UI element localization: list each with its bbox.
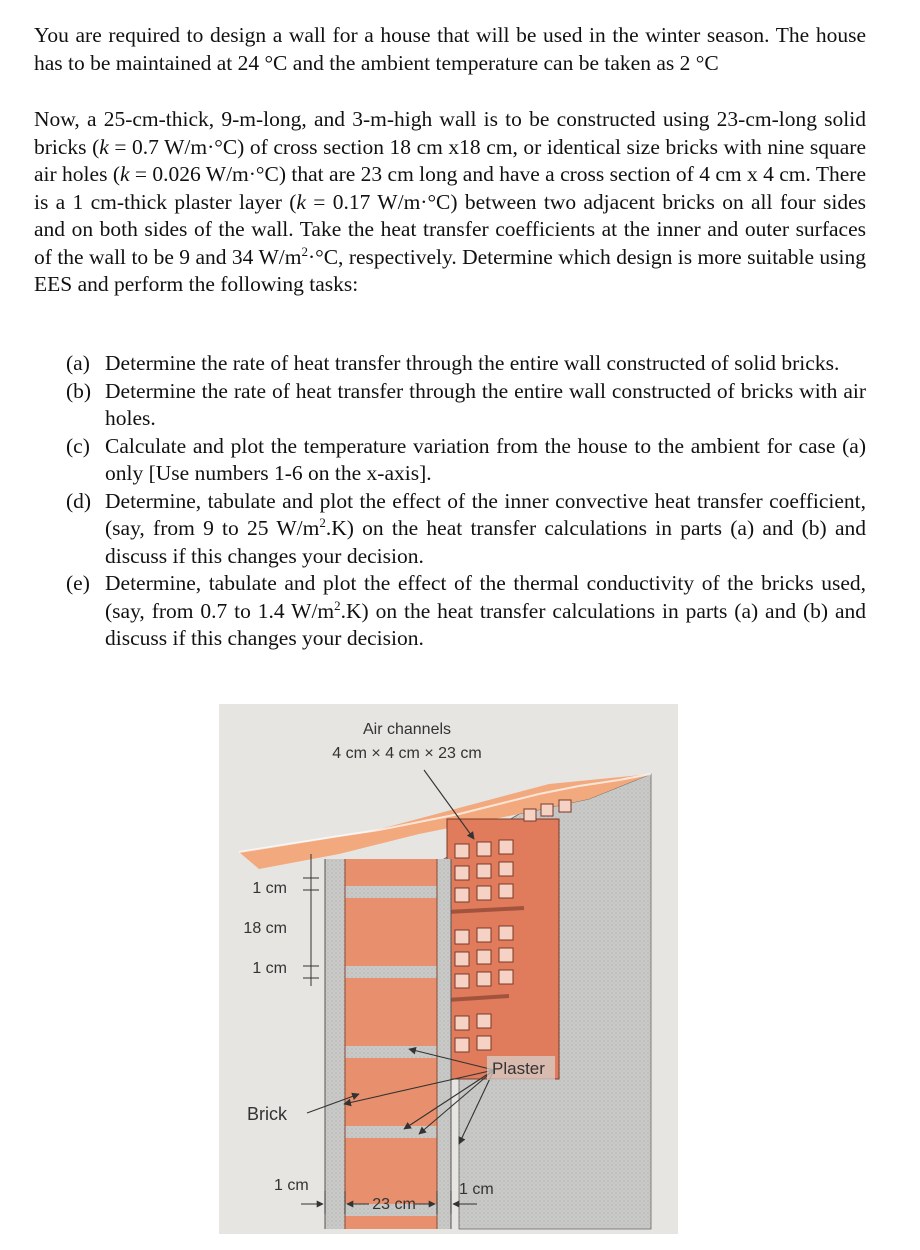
task-list xyxy=(66,350,866,653)
hollow-bricks xyxy=(447,800,571,1079)
dim-18cm: 18 cm xyxy=(243,920,287,937)
task-e: (e) Determine, tabulate and plot the effect of the thermal conductivity of the bricks used, (say, from 0.7 to 1.4 $W/m^2.K$) on the heat transfer calculations in parts (a) and (b) and discuss if this changes your decision. xyxy=(66,571,866,650)
dim-bottom-mid: 23 cm xyxy=(372,1196,416,1213)
air-channels-size-label: 4 cm × 4 cm × 23 cm xyxy=(332,745,482,762)
intro-paragraph: You are required to design a wall for a house that will be used in the winter season. The house has to be maintained at 24 °C and the ambient temperature can be taken as 2 °C xyxy=(34,23,866,75)
brick-wall-figure xyxy=(219,704,678,1234)
solid-bricks xyxy=(325,859,451,1229)
problem-paragraph: Now, a 25-cm-thick, 9-m-long, and 3-m-high wall is to be constructed using 23-cm-long solid bricks (k = 0.7 W/m·°C) of cross section 18 cm x18 cm, or identical size bricks with nine square air holes (k = 0.026 W/m·°C) that are 23 cm long and have a cross section of 4 cm x 4 cm. There is a 1 cm-thick plaster layer (k = 0.17 W/m·°C) between two adjacent bricks on all four sides and on both sides of the wall. Take the heat transfer coefficients at the inner and outer surfaces of the wall to be 9 and 34 $W/m^2\cdot^\circ C$, respectively. Determine which design is more suitable using EES and perform the following tasks: xyxy=(34,107,867,296)
task-c: (c) Calculate and plot the temperature variation from the house to the ambient for case (a) only [Use numbers 1-6 on the x-axis]. xyxy=(66,433,866,485)
task-b: (b) Determine the rate of heat transfer through the entire wall constructed of bricks with air holes. xyxy=(66,378,866,430)
dim-1cm-top: 1 cm xyxy=(252,880,287,897)
dim-bottom-left: 1 cm xyxy=(274,1177,309,1194)
task-a: (a) Determine the rate of heat transfer through the entire wall constructed of solid bricks. xyxy=(66,351,840,375)
brick-label: Brick xyxy=(247,1104,287,1124)
dim-bottom-right: 1 cm xyxy=(459,1181,494,1198)
task-d: (d) Determine, tabulate and plot the effect of the inner convective heat transfer coefficient, (say, from 9 to 25 $W/m^2.K$) on the heat transfer calculations in parts (a) and (b) and discuss if this changes your decision. xyxy=(66,488,866,568)
dim-1cm-bottom: 1 cm xyxy=(252,960,287,977)
air-channels-label: Air channels xyxy=(362,721,452,738)
plaster-label: Plaster xyxy=(492,1059,545,1078)
